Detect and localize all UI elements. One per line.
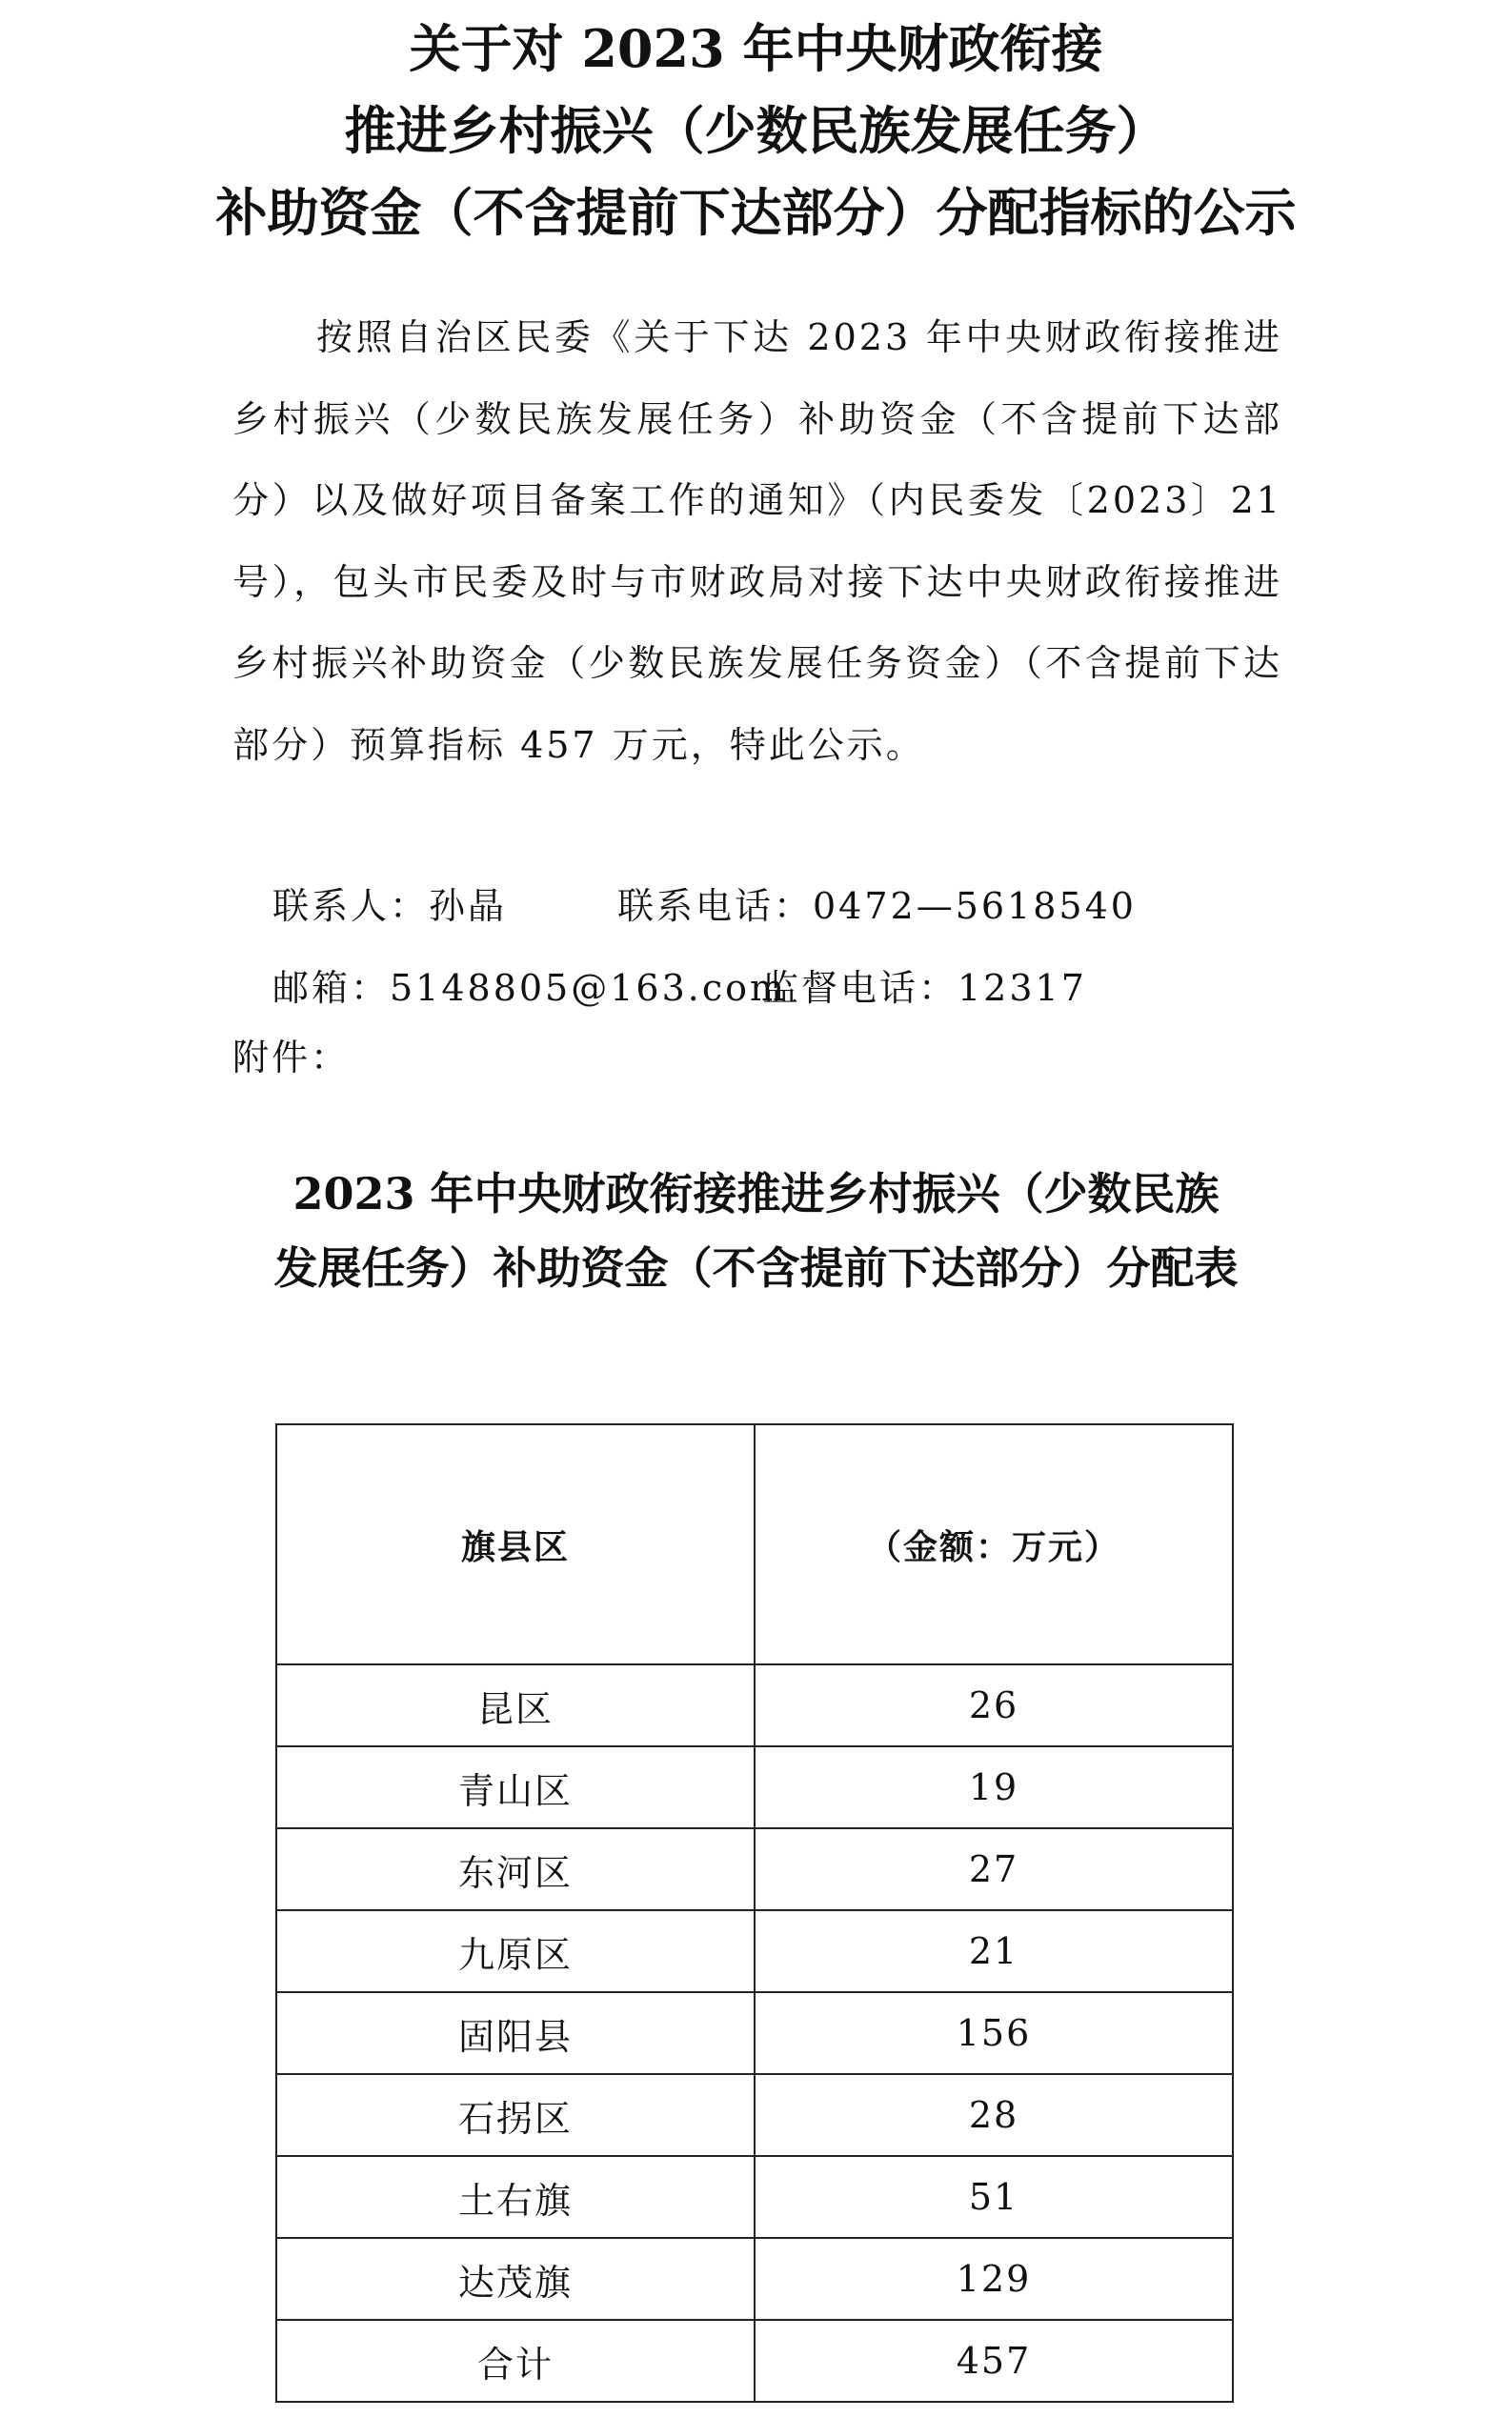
contact-person: 联系人：孙晶	[272, 885, 508, 927]
amount-cell: 129	[755, 2238, 1233, 2320]
body-paragraph: 按照自治区民委《关于下达 2023 年中央财政衔接推进乡村振兴（少数民族发展任务）补助资金（不含提前下达部分）以及做好项目备案工作的通知》（内民委发〔2023〕21号），包头市民委及时与市财政局对接下达中央财政衔接推进乡村振兴补助资金（少数民族发展任务资金）（不含提前下达部分）预算指标 457 万元，特此公示。	[232, 316, 1282, 766]
district-cell: 达茂旗	[276, 2238, 755, 2320]
total-label-cell: 合计	[276, 2320, 755, 2402]
amount-cell: 21	[755, 1910, 1233, 1992]
table-title-line: 发展任务）补助资金（不含提前下达部分）分配表	[273, 1242, 1239, 1294]
table-title-line: 2023 年中央财政衔接推进乡村振兴（少数民族	[292, 1168, 1220, 1219]
total-amount-cell: 457	[755, 2320, 1233, 2402]
amount-cell: 156	[755, 1992, 1233, 2074]
district-cell: 九原区	[276, 1910, 755, 1992]
notice-title-line: 补助资金（不含提前下达部分）分配指标的公示	[215, 182, 1297, 243]
table-row	[276, 1828, 1233, 1910]
contact-phone: 联系电话：0472—5618540	[617, 885, 1137, 927]
amount-cell: 27	[755, 1828, 1233, 1910]
district-cell: 青山区	[276, 1746, 755, 1828]
table-row	[276, 2238, 1233, 2320]
supervision-phone: 监督电话：12317	[762, 967, 1087, 1009]
amount-cell: 28	[755, 2074, 1233, 2156]
table-header-row	[276, 1424, 1233, 1664]
table-title	[171, 1157, 1341, 1305]
table-row	[276, 1910, 1233, 1992]
attachment-label: 附件：	[232, 1037, 351, 1078]
table-row	[276, 1664, 1233, 1746]
amount-cell: 51	[755, 2156, 1233, 2238]
notice-title	[171, 8, 1341, 253]
table-row	[276, 2074, 1233, 2156]
amount-cell: 19	[755, 1746, 1233, 1828]
table-total-row	[276, 2320, 1233, 2402]
allocation-table	[275, 1423, 1234, 2403]
table-row	[276, 2156, 1233, 2238]
district-cell: 石拐区	[276, 2074, 755, 2156]
contact-email[interactable]: 邮箱：5148805@163.com	[272, 967, 788, 1009]
table-row	[276, 1746, 1233, 1828]
district-cell: 固阳县	[276, 1992, 755, 2074]
notice-title-line: 推进乡村振兴（少数民族发展任务）	[344, 100, 1168, 161]
amount-cell: 26	[755, 1664, 1233, 1746]
district-cell: 土右旗	[276, 2156, 755, 2238]
district-cell: 昆区	[276, 1664, 755, 1746]
table-row	[276, 1992, 1233, 2074]
header-district: 旗县区	[276, 1424, 755, 1664]
header-amount: （金额：万元）	[755, 1424, 1233, 1664]
district-cell: 东河区	[276, 1828, 755, 1910]
notice-title-line: 关于对 2023 年中央财政衔接	[409, 18, 1103, 79]
